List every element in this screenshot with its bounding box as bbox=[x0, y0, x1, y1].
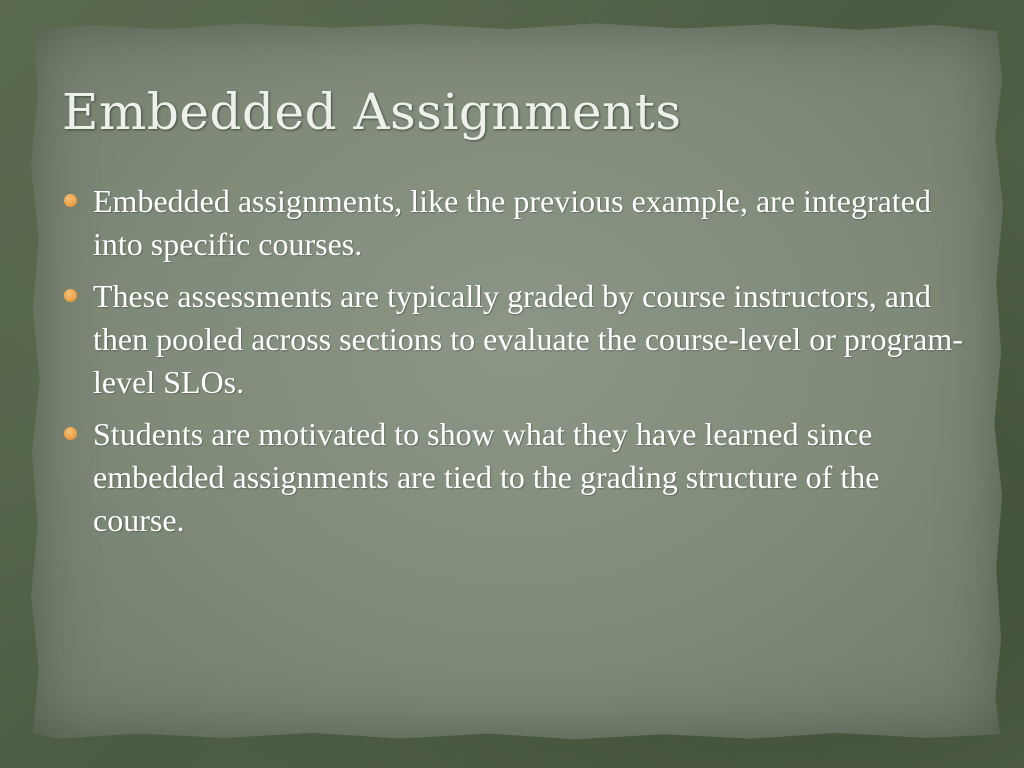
bullet-dot-icon bbox=[64, 427, 77, 440]
bullet-item bbox=[62, 413, 972, 542]
bullet-dot-icon bbox=[64, 194, 77, 207]
bullet-item bbox=[62, 180, 972, 266]
bullet-list bbox=[62, 180, 972, 551]
slide-title: Embedded Assignments bbox=[62, 83, 682, 141]
bullet-text: Students are motivated to show what they have learned since embedded assignments are tied to the grading structure of the course. bbox=[93, 416, 880, 538]
bullet-item bbox=[62, 275, 972, 404]
bullet-text: Embedded assignments, like the previous example, are integrated into specific courses. bbox=[93, 183, 931, 262]
bullet-text: These assessments are typically graded by course instructors, and then pooled across sections to evaluate the course-level or program-level SLOs. bbox=[93, 278, 963, 400]
bullet-dot-icon bbox=[64, 289, 77, 302]
